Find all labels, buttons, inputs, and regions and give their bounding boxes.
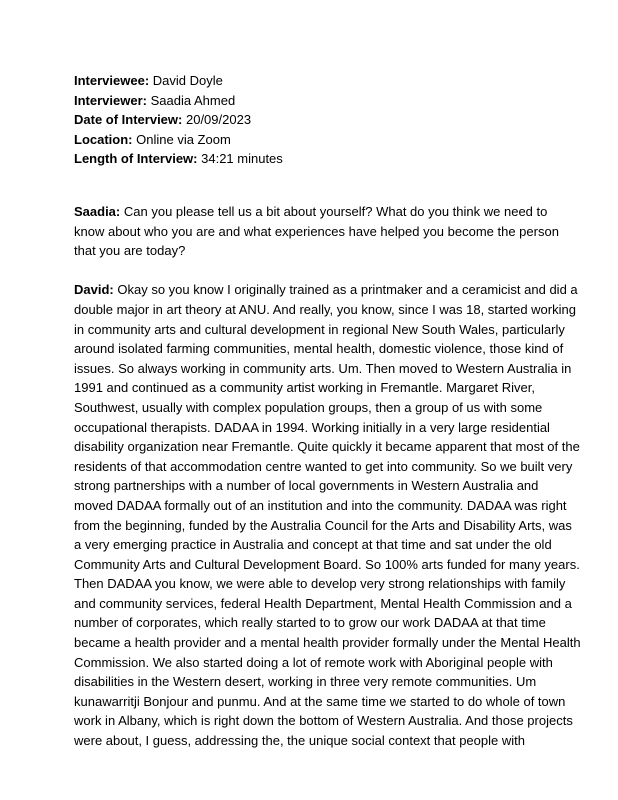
- date-label: Date of Interview:: [74, 112, 183, 128]
- interviewer-row: [74, 91, 554, 111]
- paragraph-line: occupational therapists. DADAA in 1994. Working initially in a very large residential: [74, 419, 550, 435]
- paragraph-line: residents of that accommodation centre wanted to get into community. So we built very: [74, 458, 573, 474]
- date-row: [74, 110, 554, 130]
- interviewee-value: David Doyle: [152, 73, 223, 88]
- paragraph-line: from the beginning, funded by the Australia Council for the Arts and Disability Arts, was: [74, 517, 572, 533]
- length-value: 34:21 minutes: [201, 151, 283, 167]
- paragraph-line: disabilities in the Western desert, working in three very remote communities. Um: [74, 674, 537, 690]
- location-label: Location:: [74, 131, 133, 147]
- paragraph-line: were about, I guess, addressing the, the unique social context that people with: [74, 733, 525, 749]
- speaker-label: David:: [74, 282, 114, 298]
- paragraph-line: work in Albany, which is right down the bottom of Western Australia. And those projects: [74, 713, 573, 729]
- question-paragraph: [74, 202, 559, 261]
- line-text: Can you please tell us a bit about yourself? What do you think we need to: [123, 204, 548, 219]
- paragraph-line: Then DADAA you know, we were able to develop very strong relationships with family: [74, 576, 566, 592]
- location-row: [74, 130, 554, 150]
- paragraph-line: that you are today?: [74, 243, 186, 259]
- paragraph-line: moved DADAA formally out of an institution and into the community. DADAA was right: [74, 497, 567, 513]
- length-label: Length of Interview:: [74, 151, 198, 167]
- interview-metadata: [74, 71, 554, 169]
- location-value: Online via Zoom: [136, 131, 231, 147]
- date-value: 20/09/2023: [185, 112, 252, 128]
- paragraph-line: 1991 and continued as a community artist working in Fremantle. Margaret River,: [74, 380, 535, 396]
- paragraph-line: and community services, federal Health Department, Mental Health Commission and a: [74, 595, 572, 611]
- paragraph-line: [74, 202, 554, 222]
- paragraph-line: strong partnerships with a number of local governments in Western Australia and: [74, 478, 539, 494]
- paragraph-line: know about who you are and what experiences have helped you become the person: [74, 223, 559, 239]
- paragraph-line: double major in art theory at ANU. And really, you know, since I was 18, started working: [74, 301, 576, 317]
- paragraph-line: became a health provider and a mental health provider formally under the Mental Health: [74, 635, 581, 651]
- paragraph-line: kunawarritji Bonjour and punmu. And at the same time we started to do whole of town: [74, 693, 566, 709]
- paragraph-line: disability organization near Fremantle. Quite quickly it became apparent that most of the: [74, 439, 580, 455]
- transcript: [74, 202, 581, 770]
- interviewer-label: Interviewer:: [74, 92, 147, 108]
- paragraph-line: Commission. We also started doing a lot of remote work with Aboriginal people with: [74, 654, 553, 670]
- line-text: Okay so you know I originally trained as a printmaker and a ceramicist and did a: [117, 282, 578, 298]
- answer-paragraph: [74, 280, 581, 750]
- paragraph-line: issues. So always working in community arts. Um. Then moved to Western Australia in: [74, 360, 572, 376]
- interviewee-label: Interviewee:: [74, 73, 150, 88]
- paragraph-line: in community arts and cultural development in regional New South Wales, particularly: [74, 321, 565, 337]
- interviewer-value: Saadia Ahmed: [150, 92, 236, 108]
- paragraph-line: number of corporates, which really started to to grow our work DADAA at that time: [74, 615, 546, 631]
- paragraph-line: Community Arts and Cultural Development Board. So 100% arts funded for many years.: [74, 556, 580, 572]
- paragraph-line: a very emerging practice in Australia and concept at that time and sat under the old: [74, 537, 552, 553]
- paragraph-line: around isolated farming communities, mental health, domestic violence, those kind of: [74, 341, 564, 357]
- paragraph-line: [74, 280, 578, 300]
- length-row: [74, 149, 554, 169]
- paragraph-line: Southwest, usually with complex population groups, then a group of us with some: [74, 399, 543, 415]
- speaker-label: Saadia:: [74, 204, 121, 219]
- interviewee-row: [74, 71, 554, 91]
